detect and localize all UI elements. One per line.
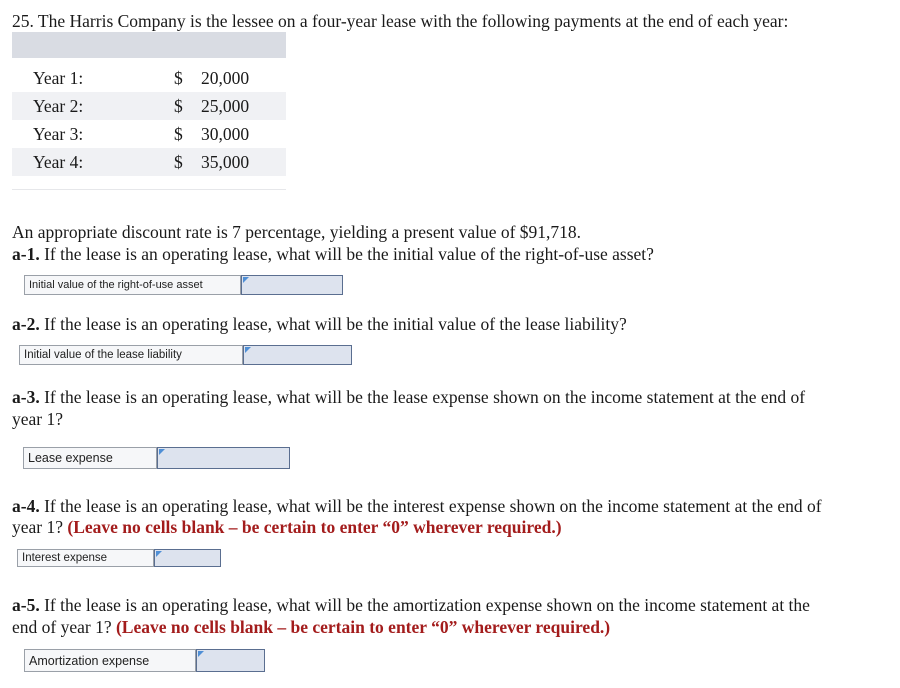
payment-row	[12, 64, 286, 92]
answer-row-a1	[24, 275, 343, 295]
payment-table-header	[12, 32, 286, 58]
question-a5	[12, 594, 810, 616]
input-corner-marker	[198, 651, 204, 657]
field-label: Lease expense	[23, 447, 157, 469]
input-corner-marker	[159, 449, 165, 455]
question-number: a-3.	[12, 387, 40, 407]
amortization-expense-input[interactable]	[196, 649, 265, 672]
input-corner-marker	[243, 277, 249, 283]
payment-row	[12, 148, 286, 176]
question-intro: 25. The Harris Company is the lessee on a four-year lease with the following payments at the end of each year:	[12, 11, 789, 31]
payment-currency: $	[174, 124, 183, 144]
question-text: year 1?	[12, 517, 68, 537]
payment-row	[12, 92, 286, 120]
question-number: a-5.	[12, 595, 40, 615]
field-label: Initial value of the lease liability	[19, 345, 243, 365]
question-number: a-2.	[12, 314, 40, 334]
question-a3-continued: year 1?	[12, 409, 64, 429]
question-number: a-4.	[12, 496, 40, 516]
payment-year-label: Year 1:	[33, 68, 84, 88]
question-text: If the lease is an operating lease, what will be the initial value of the lease liability?	[39, 314, 627, 334]
payment-currency: $	[174, 152, 183, 172]
question-a3	[12, 386, 805, 408]
question-text: If the lease is an operating lease, what will be the initial value of the right-of-use asset?	[39, 244, 654, 264]
payment-amount: 25,000	[201, 96, 250, 116]
question-text: end of year 1?	[12, 617, 116, 637]
field-label: Amortization expense	[24, 649, 196, 672]
question-a4-continued	[12, 516, 562, 538]
lease-liability-input[interactable]	[243, 345, 352, 365]
payment-year-label: Year 4:	[33, 152, 84, 172]
right-of-use-asset-input[interactable]	[241, 275, 343, 295]
question-a5-continued	[12, 616, 610, 638]
payment-currency: $	[174, 96, 183, 116]
answer-row-a4	[17, 549, 221, 567]
payment-amount: 35,000	[201, 152, 250, 172]
question-a2	[12, 313, 627, 335]
payment-year-label: Year 3:	[33, 124, 84, 144]
warning-text: (Leave no cells blank – be certain to enter “0” wherever required.)	[67, 517, 562, 537]
payment-table-divider	[12, 189, 286, 190]
payment-amount: 30,000	[201, 124, 250, 144]
question-a4	[12, 495, 822, 517]
field-label: Initial value of the right-of-use asset	[24, 275, 241, 295]
field-label: Interest expense	[17, 549, 154, 567]
lease-expense-input[interactable]	[157, 447, 290, 469]
payment-row	[12, 120, 286, 148]
payment-currency: $	[174, 68, 183, 88]
answer-row-a2	[19, 345, 352, 365]
question-a1	[12, 243, 654, 265]
answer-row-a3	[23, 447, 290, 469]
question-text: If the lease is an operating lease, what will be the lease expense shown on the income statement at the end of	[39, 387, 806, 407]
input-corner-marker	[245, 347, 251, 353]
payment-year-label: Year 2:	[33, 96, 84, 116]
payment-amount: 20,000	[201, 68, 250, 88]
question-text: If the lease is an operating lease, what will be the interest expense shown on the income statement at the end of	[39, 496, 822, 516]
payment-table	[12, 32, 286, 176]
input-corner-marker	[156, 551, 162, 557]
warning-text: (Leave no cells blank – be certain to enter “0” wherever required.)	[115, 617, 611, 637]
question-number: a-1.	[12, 244, 40, 264]
answer-row-a5	[24, 649, 265, 672]
interest-expense-input[interactable]	[154, 549, 221, 567]
discount-rate-text: An appropriate discount rate is 7 percentage, yielding a present value of $91,718.	[12, 222, 582, 242]
question-text: If the lease is an operating lease, what will be the amortization expense shown on the income statement at the	[39, 595, 810, 615]
